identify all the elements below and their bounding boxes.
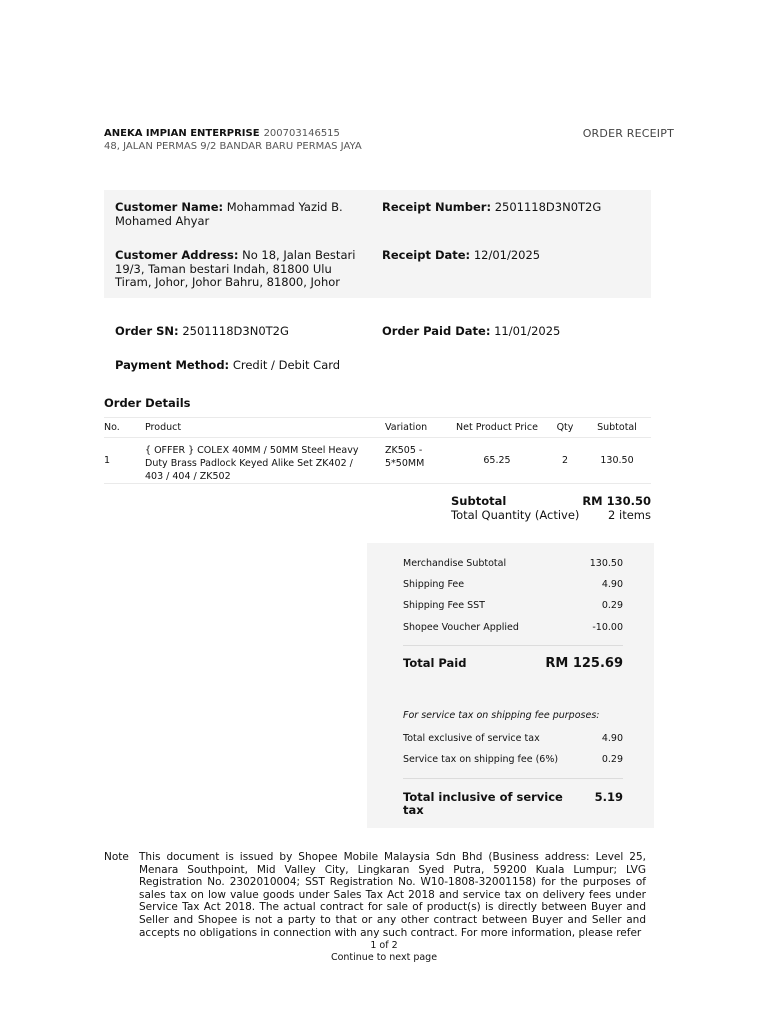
customer-address xyxy=(115,249,365,290)
row-product: { OFFER } COLEX 40MM / 50MM Steel Heavy Duty Brass Padlock Keyed Alike Set ZK402 / 403 / 404 / ZK502 xyxy=(145,438,385,484)
receipt-number-value: 2501118D3N0T2G xyxy=(494,200,602,214)
col-no: No. xyxy=(104,418,145,438)
receipt-date-value: 12/01/2025 xyxy=(473,248,541,262)
total-inclusive-row xyxy=(403,791,623,817)
order-items-table xyxy=(104,417,651,484)
receipt-date-label: Receipt Date: xyxy=(382,248,471,262)
order-sn-label: Order SN: xyxy=(115,324,179,338)
customer-address-value: No 18, Jalan Bestari 19/3, Taman bestari Indah, 81800 Ulu Tiram, Johor, Johor Bahru, 81800, Johor xyxy=(115,248,356,289)
note-text: This document is issued by Shopee Mobile Malaysia Sdn Bhd (Business address: Level 25, Menara Southpoint, Mid Valley City, Lingkaran Syed Putra, 59200 Kuala Lumpur; LVG Registration No. 2302010004; SST Registration No. W10-1808-32001158) for the purposes of sales tax on low value goods under Sales Tax Act 2018 and service tax on delivery fees under Service Tax Act 2018. The actual contract for sale of product(s) is directly between Buyer and Seller and Shopee is not a party to that or any other contract between Buyer and Seller and accepts no obligations in connection with any such contract. For more information, please refer xyxy=(139,851,646,939)
col-product: Product xyxy=(145,418,385,438)
col-qty: Qty xyxy=(547,418,583,438)
total-exclusive-label: Total exclusive of service tax xyxy=(403,733,540,744)
order-sn xyxy=(115,325,365,339)
divider xyxy=(403,645,623,646)
summary-subtotal-value: RM 130.50 xyxy=(582,494,651,508)
summary-subtotal-label: Subtotal xyxy=(451,494,507,508)
row-no: 1 xyxy=(104,438,145,484)
customer-name-value: Mohammad Yazid B. Mohamed Ahyar xyxy=(115,200,343,228)
customer-name-label: Customer Name: xyxy=(115,200,224,214)
receipt-number xyxy=(382,201,642,215)
col-subtotal: Subtotal xyxy=(583,418,651,438)
total-inclusive-label: Total inclusive of service tax xyxy=(403,790,563,817)
customer-info-box xyxy=(104,190,651,298)
merch-subtotal-label: Merchandise Subtotal xyxy=(403,558,507,569)
shipping-sst-value: 0.29 xyxy=(601,600,623,611)
voucher-value: -10.00 xyxy=(592,622,623,633)
voucher-label: Shopee Voucher Applied xyxy=(403,622,519,633)
summary-subtotal-row xyxy=(451,495,651,509)
service-tax-label: Service tax on shipping fee (6%) xyxy=(403,754,559,765)
payment-breakdown-box xyxy=(367,543,654,828)
seller-registration: 200703146515 xyxy=(263,128,340,139)
order-summary xyxy=(451,495,651,522)
summary-quantity-value: 2 items xyxy=(608,507,651,522)
divider xyxy=(403,778,623,779)
summary-quantity-row xyxy=(451,509,651,523)
payment-method-label: Payment Method: xyxy=(115,358,230,372)
receipt-date xyxy=(382,249,642,263)
row-subtotal: 130.50 xyxy=(583,438,651,484)
row-variation: ZK505 - 5*50MM xyxy=(385,438,447,484)
service-tax-row xyxy=(403,754,623,765)
table-header-row xyxy=(104,418,651,438)
col-variation: Variation xyxy=(385,418,447,438)
merch-subtotal-row xyxy=(403,558,623,569)
customer-name xyxy=(115,201,355,228)
payment-method xyxy=(115,359,415,373)
tax-note: For service tax on shipping fee purposes: xyxy=(403,710,600,721)
shipping-fee-value: 4.90 xyxy=(601,579,623,590)
seller-info xyxy=(104,127,364,153)
table-row xyxy=(104,438,651,484)
document-title: ORDER RECEIPT xyxy=(582,127,674,140)
total-paid-row xyxy=(403,656,623,671)
merch-subtotal-value: 130.50 xyxy=(589,558,623,569)
order-sn-value: 2501118D3N0T2G xyxy=(182,324,289,338)
seller-address: 48, JALAN PERMAS 9/2 BANDAR BARU PERMAS JAYA xyxy=(104,141,362,152)
payment-breakdown xyxy=(403,543,623,828)
order-paid-date-value: 11/01/2025 xyxy=(494,324,561,338)
order-paid-date xyxy=(382,325,642,339)
service-tax-value: 0.29 xyxy=(601,754,623,765)
col-net-price: Net Product Price xyxy=(447,418,547,438)
shipping-fee-row xyxy=(403,579,623,590)
row-net-price: 65.25 xyxy=(447,438,547,484)
shipping-sst-label: Shipping Fee SST xyxy=(403,600,485,611)
page-number: 1 of 2 xyxy=(370,940,398,951)
summary-quantity-label: Total Quantity (Active) xyxy=(451,507,580,522)
voucher-row xyxy=(403,622,623,633)
order-details-title: Order Details xyxy=(104,396,191,410)
customer-address-label: Customer Address: xyxy=(115,248,239,262)
note-label: Note xyxy=(104,851,129,863)
receipt-number-label: Receipt Number: xyxy=(382,200,492,214)
shipping-fee-label: Shipping Fee xyxy=(403,579,465,590)
shipping-sst-row xyxy=(403,600,623,611)
total-inclusive-value: 5.19 xyxy=(594,790,623,804)
payment-method-value: Credit / Debit Card xyxy=(232,358,341,372)
continue-note: Continue to next page xyxy=(330,952,438,963)
seller-name: ANEKA IMPIAN ENTERPRISE xyxy=(104,128,260,139)
order-paid-date-label: Order Paid Date: xyxy=(382,324,491,338)
row-qty: 2 xyxy=(547,438,583,484)
total-exclusive-row xyxy=(403,733,623,744)
total-exclusive-value: 4.90 xyxy=(601,733,623,744)
total-paid-label: Total Paid xyxy=(403,656,467,670)
total-paid-value: RM 125.69 xyxy=(545,656,623,671)
